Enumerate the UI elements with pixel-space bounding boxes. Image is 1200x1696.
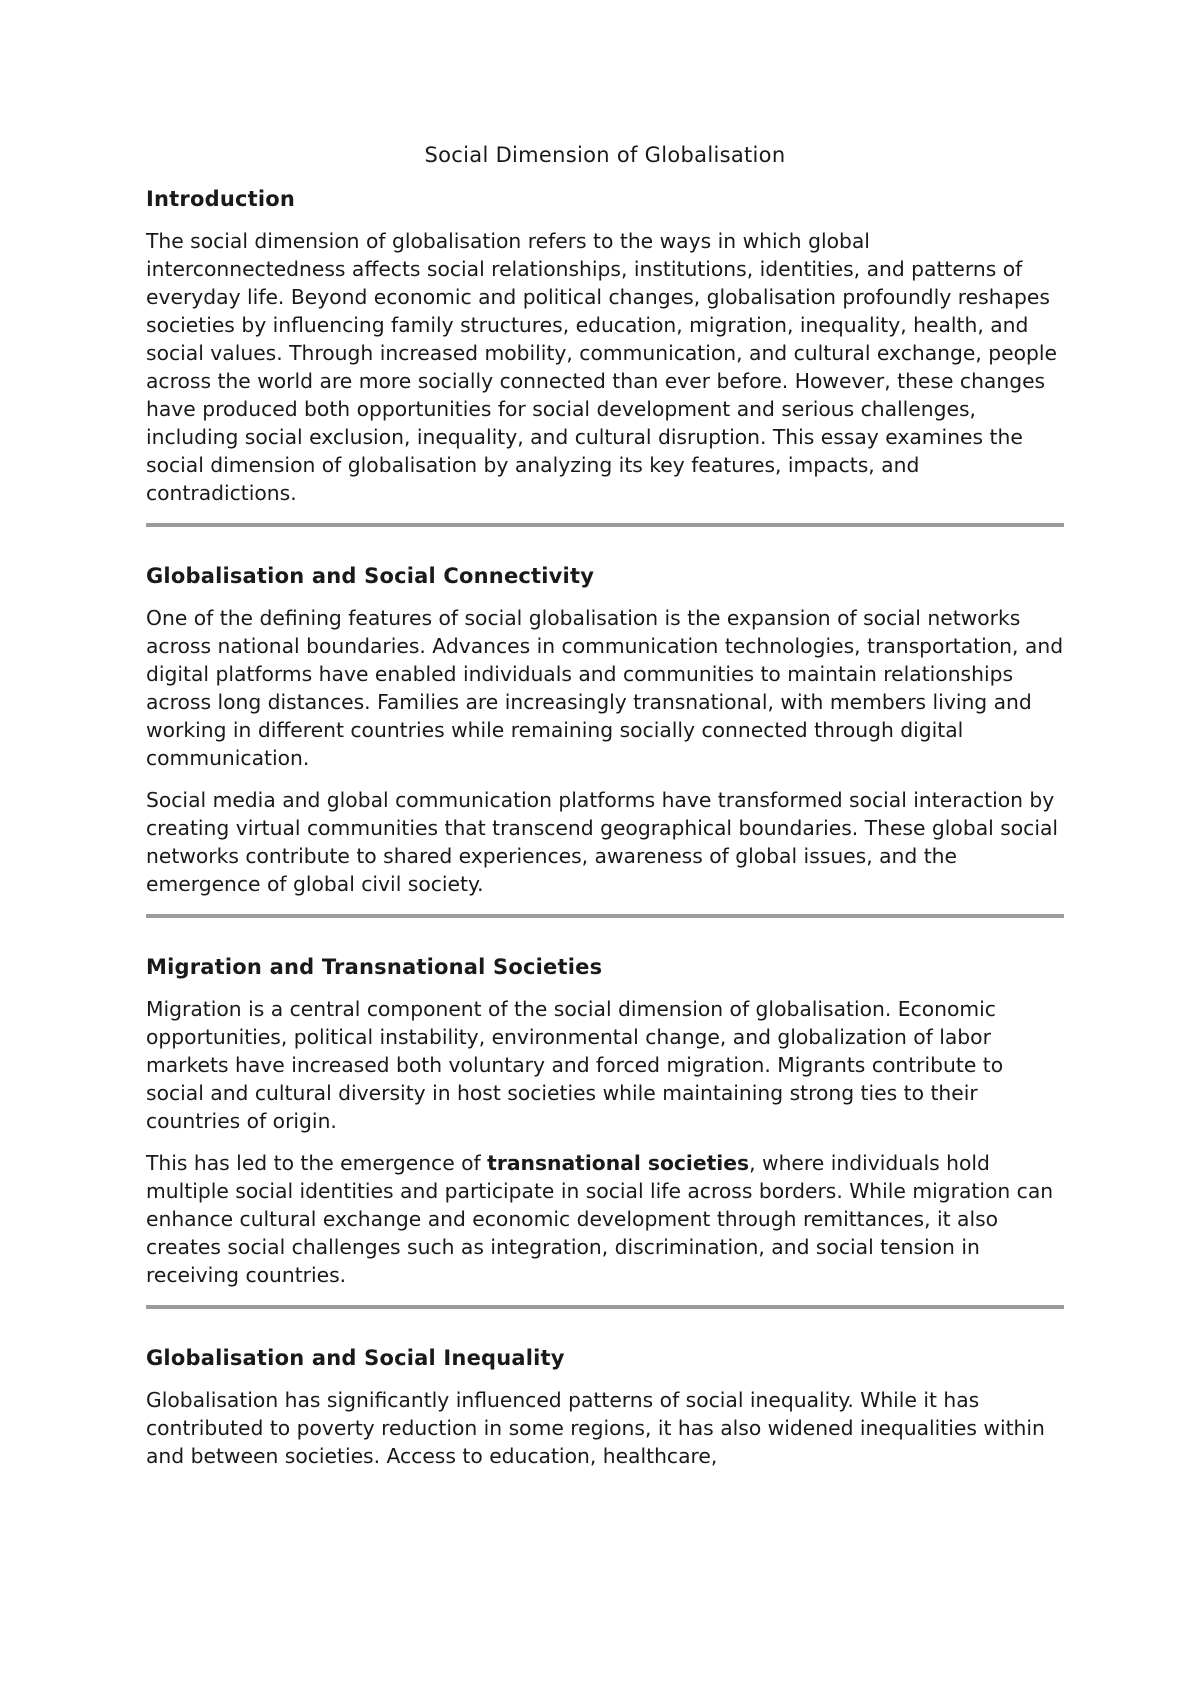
paragraph-text: , where individuals hold multiple social identities and participate in social life across borders. While migration can enhance cultural exchange and economic development through remittances, it also creates social challenges such as integration, discrimination, and social tension in receiving countries. bbox=[146, 1151, 1054, 1287]
paragraph: Globalisation has significantly influenced patterns of social inequality. While it has contributed to poverty reduction in some regions, it has also widened inequalities within and between societies. Access to education, healthcare, bbox=[146, 1388, 1045, 1468]
section-heading: Globalisation and Social Inequality bbox=[146, 1346, 565, 1370]
section-heading: Introduction bbox=[146, 187, 296, 211]
paragraph: Social media and global communication platforms have transformed social interaction by creating virtual communities that transcend geographical boundaries. These global social networks contribute to shared experiences, awareness of global issues, and the emergence of global civil society. bbox=[146, 788, 1059, 896]
horizontal-divider bbox=[146, 914, 1064, 918]
section-heading: Migration and Transnational Societies bbox=[146, 955, 603, 979]
paragraph-mixed bbox=[146, 1149, 1064, 1289]
horizontal-divider bbox=[146, 523, 1064, 527]
section-social-connectivity bbox=[146, 562, 1064, 898]
document-title: Social Dimension of Globalisation bbox=[424, 143, 786, 167]
horizontal-divider bbox=[146, 1305, 1064, 1309]
paragraph: The social dimension of globalisation refers to the ways in which global interconnectedness affects social relationships, institutions, identities, and patterns of everyday life. Beyond economic and political changes, globalisation profoundly reshapes societies by influencing family structures, education, migration, inequality, health, and social values. Through increased mobility, communication, and cultural exchange, people across the world are more socially connected than ever before. However, these changes have produced both opportunities for social development and serious challenges, including social exclusion, inequality, and cultural disruption. This essay examines the social dimension of globalisation by analyzing its key features, impacts, and contradictions. bbox=[146, 229, 1057, 505]
section-introduction bbox=[146, 185, 1064, 507]
section-migration bbox=[146, 953, 1064, 1289]
paragraph-text: This has led to the emergence of bbox=[146, 1151, 488, 1175]
document-page bbox=[146, 141, 1064, 1470]
section-social-inequality bbox=[146, 1344, 1064, 1470]
paragraph: Migration is a central component of the social dimension of globalisation. Economic opportunities, political instability, environmental change, and globalization of labor markets have increased both voluntary and forced migration. Migrants contribute to social and cultural diversity in host societies while maintaining strong ties to their countries of origin. bbox=[146, 997, 1004, 1133]
section-heading: Globalisation and Social Connectivity bbox=[146, 564, 595, 588]
bold-term: transnational societies bbox=[487, 1151, 750, 1175]
paragraph: One of the defining features of social globalisation is the expansion of social networks across national boundaries. Advances in communication technologies, transportation, and digital platforms have enabled individuals and communities to maintain relationships across long distances. Families are increasingly transnational, with members living and working in different countries while remaining socially connected through digital communication. bbox=[146, 606, 1064, 770]
